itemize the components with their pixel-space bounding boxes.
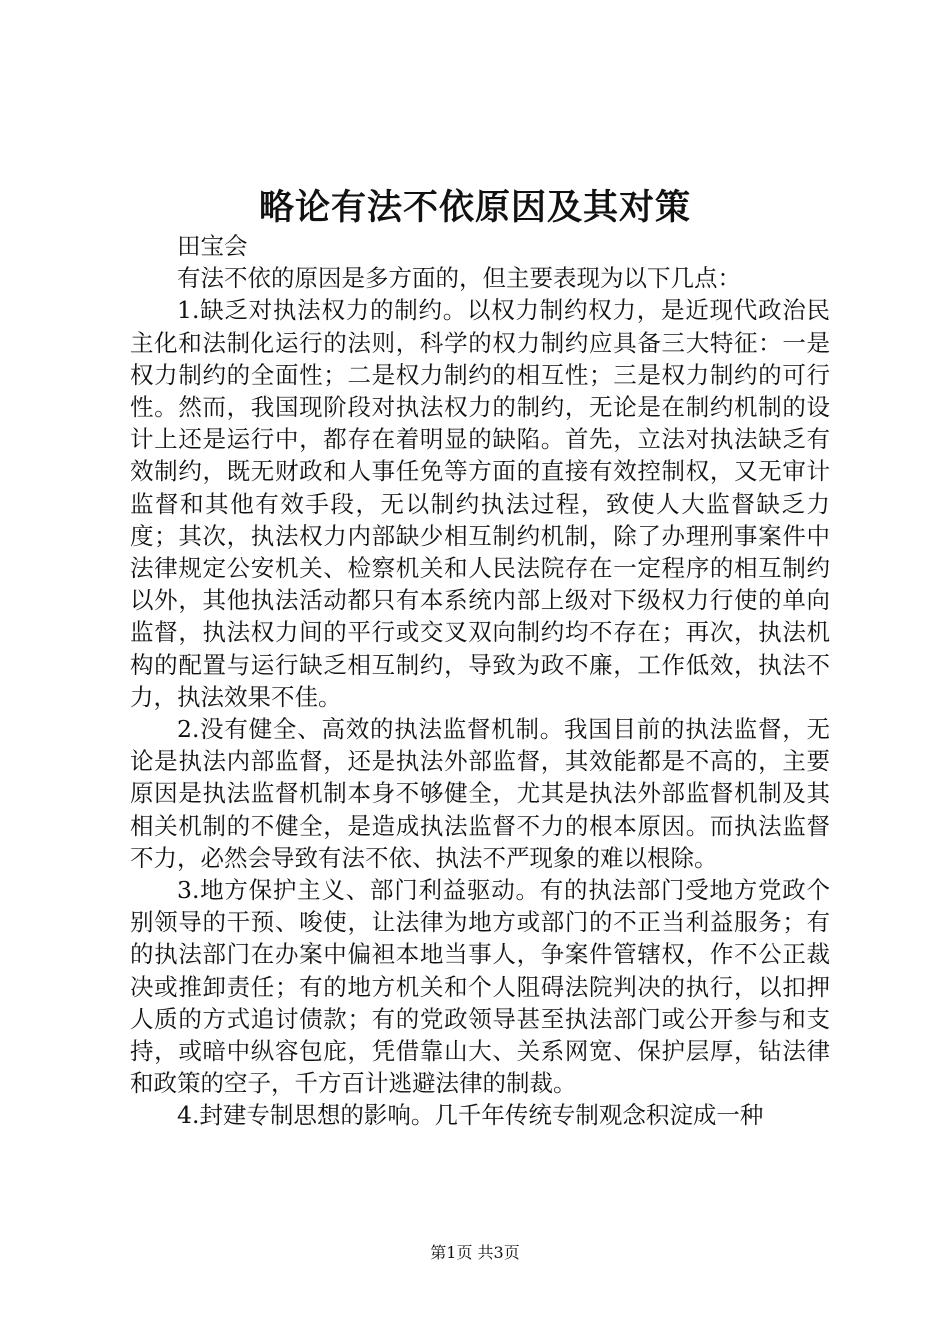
document-body — [130, 230, 830, 1132]
paragraph-1: 1.缺乏对执法权力的制约。以权力制约权力，是近现代政治民主化和法制化运行的法则，科学的权力制约应具备三大特征：一是权力制约的全面性；二是权力制约的相互性；三是权力制约的可行性。然而，我国现阶段对执法权力的制约，无论是在制约机制的设计上还是运行中，都存在着明显的缺陷。首先，立法对执法缺乏有效制约，既无财政和人事任免等方面的直接有效控制权，又无审计监督和其他有效手段，无以制约执法过程，致使人大监督缺乏力度；其次，执法权力内部缺少相互制约机制，除了办理刑事案件中法律规定公安机关、检察机关和人民法院存在一定程序的相互制约以外，其他执法活动都只有本系统内部上级对下级权力行使的单向监督，执法权力间的平行或交叉双向制约均不存在；再次，执法机构的配置与运行缺乏相互制约，导致为政不廉，工作低效，执法不力，执法效果不佳。 — [130, 296, 830, 711]
document-title: 略论有法不依原因及其对策 — [258, 187, 691, 228]
paragraph-intro: 有法不依的原因是多方面的，但主要表现为以下几点： — [177, 264, 741, 293]
paragraph-2: 2.没有健全、高效的执法监督机制。我国目前的执法监督，无论是执法内部监督，还是执法外部监督，其效能都是不高的，主要原因是执法监督机制本身不够健全，尤其是执法外部监督机制及其相关机制的不健全，是造成执法监督不力的根本原因。而执法监督不力，必然会导致有法不依、执法不严现象的难以根除。 — [130, 715, 830, 872]
author-line: 田宝会 — [177, 232, 248, 260]
paragraph-4: 4.封建专制思想的影响。几千年传统专制观念积淀成一种 — [177, 1101, 764, 1130]
paragraph-3: 3.地方保护主义、部门利益驱动。有的执法部门受地方党政个别领导的干预、唆使，让法律为地方或部门的不正当利益服务；有的执法部门在办案中偏袒本地当事人，争案件管辖权，作不公正裁决或推卸责任；有的地方机关和个人阻碍法院判决的执行，以扣押人质的方式追讨债款；有的党政领导甚至执法部门或公开参与和支持，或暗中纵容包庇，凭借靠山大、关系网宽、保护层厚，钻法律和政策的空子，千方百计逃避法律的制裁。 — [130, 876, 830, 1098]
page-number-footer: 第1页 共3页 — [430, 1243, 520, 1262]
